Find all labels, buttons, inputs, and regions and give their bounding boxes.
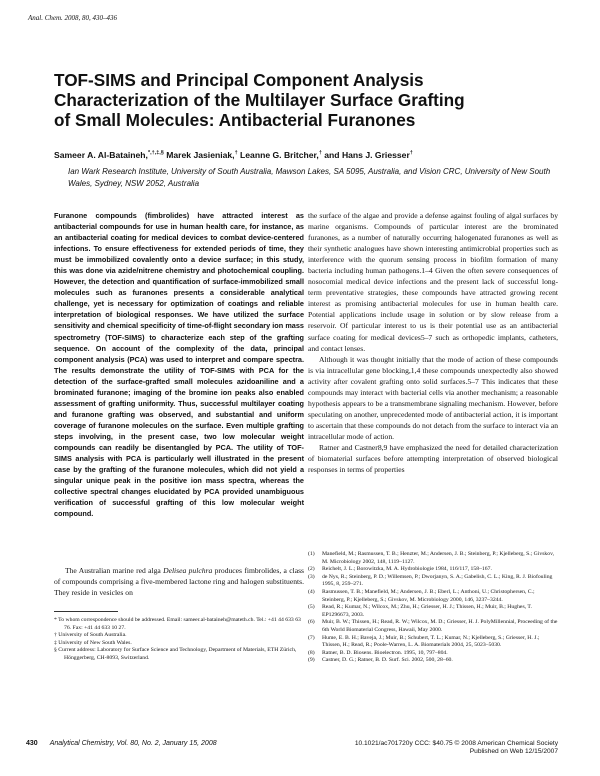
affiliation: Ian Wark Research Institute, University of South Australia, Mawson Lakes, SA 5095, Australia, and Vision CRC, University of New South Wales, Sydney, NSW 2052, Australia	[68, 167, 551, 188]
reference-number: (7)	[308, 634, 315, 641]
author-4: and Hans J. Griesser	[324, 150, 410, 160]
journal-citation: Anal. Chem. 2008, 80, 430–436	[28, 14, 118, 22]
reference-number: (6)	[308, 619, 315, 626]
reference-item	[308, 589, 558, 604]
reference-item	[308, 604, 558, 619]
reference-text: Muir, B. W.; Thissen, H.; Read, R. W.; Wilcox, M. D.; Griesser, H. J. PolyMillennial, Proceeding of the 6th World Biomaterial Congress, Hawaii, May 2000.	[322, 619, 558, 633]
reference-text: Hume, E. B. H.; Baveja, J.; Muir, B.; Schubert, T. L.; Kumar, N.; Kjelleberg, S.; Griesser, H. J.; Thissen, H.; Read, R.; Poole-Warren, L. A. Biomaterials 2004, 25, 5023–5030.	[322, 634, 540, 649]
footnote-rule	[54, 611, 118, 612]
body-paragraph-1: the surface of the algae and provide a defense against fouling of algal surfaces by marine organisms. Compounds of particular interest are the brominated furanones, as a number of naturally occurring halogenated furanones as well as their synthetic analogues have shown interesting antimicrobial properties such as interference with the quorum sensing process in biofilm formation of many bacteria including human pathogens.1–4 Given the often severe consequences of nosocomial medical device infections and the present lack of successful long-term preventative strategies, these compounds have attracted growing recent interest as promising antibacterial molecules for use in human health care. Potential applications include usage in solution or by slow release from a reservoir. Of particular interest to us is their potential use as an antibacterial surface coating for medical devices5–7 such as orthopedic implants, catheters, and contact lenses.	[308, 211, 558, 353]
author-3-marks: †	[318, 150, 322, 157]
author-1-marks: *,†,‡,§	[147, 150, 164, 157]
author-1: Sameer A. Al-Bataineh,	[54, 150, 148, 160]
title-line-3: of Small Molecules: Antibacterial Furanones	[54, 110, 416, 130]
footnotes	[54, 617, 304, 663]
footer-right	[355, 740, 558, 756]
reference-number: (5)	[308, 604, 315, 611]
footnote-correspondence: * To whom correspondence should be addressed. Email: sameer.al-bataineh@mateth.ch. Tel.: +41 44 633 63 76. Fax: +41 44 633 10 27.	[54, 617, 301, 631]
reference-item	[308, 566, 558, 574]
reference-list	[308, 551, 558, 665]
footnote-unisa: † University of South Australia.	[54, 632, 127, 639]
reference-number: (1)	[308, 551, 315, 557]
reference-item	[308, 635, 558, 650]
reference-item	[308, 657, 558, 665]
body-column-right	[308, 210, 558, 475]
reference-number: (4)	[308, 588, 315, 595]
paper-title	[54, 70, 574, 130]
reference-number: (8)	[308, 649, 315, 656]
reference-number: (9)	[308, 657, 315, 664]
body-paragraph-2: Although it was thought initially that the mode of action of these compounds is via intracellular gene blocking,1,4 these compounds unexpectedly also showed activity after covalent grafting onto solid surfaces.5–7 This indicates that these compounds may interact with bacterial cells via another mechanism; a reasonable hypothesis appears to be a transmembrane signaling mechanism. However, before speculating on another, unprecedented mode of antibacterial action, it is important to ascertain that these compounds do not detach from the surface to interact via an intracellular mode of action.	[308, 354, 558, 441]
abstract-column	[54, 210, 304, 519]
author-2: Marek Jasieniak,	[166, 150, 235, 160]
reference-item	[308, 619, 558, 634]
title-line-2: Characterization of the Multilayer Surface Grafting	[54, 90, 465, 110]
intro-paragraph	[54, 565, 304, 598]
intro-post: produces fimbrolides, a class of compounds comprising a five-membered lactone ring and halogen substituents. They reside in vesicles on	[54, 566, 305, 597]
author-3: Leanne G. Britcher,	[240, 150, 319, 160]
reference-item	[308, 574, 558, 589]
abstract: Furanone compounds (fimbrolides) have attracted interest as antibacterial compounds for use in human health care, for instance, as an antibacterial coating for medical devices to combat device-centered infections. To ensure effectiveness for extended periods of time, they must be immobilized covalently onto a device surface; in this study, this was done via azide/nitrene chemistry and photochemical coupling. However, the detection and quantification of surface-immobilized small molecules such as furanones presents a considerable analytical challenge, yet is necessary for optimization of coatings and reliable interpretation of biological responses. We have utilized the surface sensitivity and chemical specificity of time-of-flight secondary ion mass spectrometry (TOF-SIMS) to characterize each step of the grafting sequence. On account of the complexity of the data, principal component analysis (PCA) was used to interpret and compare spectra. The results demonstrate the utility of TOF-SIMS with PCA for the detection of the surface-grafted small molecules azidoaniline and a brominated furanone; imaging of the bromine ion peaks also enabled assessment of grafting uniformity. Thus, successful multilayer coating and furanone grafting was observed, and substantial and uniform coverage of furanone molecules on the surface. Even multiple grafting steps involving, in the present case, two low molecular weight compounds can readily be disentangled by PCA. The utility of TOF-SIMS analysis with PCA is particularly well illustrated in the present case by the grafting of the furanone molecules, which did not yield a singular unique peak in the positive ion mass spectra, whereas the collective spectral changes elucidated by PCA provided unambiguous verification of successful grafting of this low molecular weight compound.	[54, 211, 304, 519]
reference-item	[308, 551, 558, 566]
reference-number: (3)	[308, 573, 315, 580]
footnote-unsw: ‡ University of New South Wales.	[54, 639, 132, 646]
title-line-1: TOF-SIMS and Principal Component Analysis	[54, 70, 424, 90]
doi-copyright: 10.1021/ac701720y CCC: $40.75 © 2008 American Chemical Society	[354, 740, 558, 747]
reference-text: Rasmussen, T. B.; Manefield, M.; Andersen, J. B.; Eberl, L.; Anthoni, U.; Christophersen, C.; Steinberg, P.; Kjelleberg, S.; Givskov, M. Microbiology 2000, 146, 3237–3244.	[322, 588, 535, 603]
reference-text: Read, R.; Kumar, N.; Wilcox, M.; Zhu, H.; Griesser, H. J.; Thissen, H.; Muir, B.; Hughes, T. EP1296673, 2003.	[322, 604, 532, 618]
page-number: 430	[26, 740, 38, 747]
reference-number: (2)	[308, 566, 315, 573]
author-list	[54, 150, 574, 160]
journal-issue: Analytical Chemistry, Vol. 80, No. 2, January 15, 2008	[49, 740, 217, 747]
footer-left	[26, 740, 217, 747]
published-date: Published on Web 12/15/2007	[469, 748, 558, 755]
footnote-current-address: § Current address: Laboratory for Surface Science and Technology, Department of Materials, ETH Zürich, Hönggerberg, CH-8093, Switzerland.	[54, 647, 297, 661]
body-paragraph-3: Ratner and Castner8,9 have emphasized the need for detailed characterization of biomaterial surfaces before attempting interpretation of observed biological responses in terms of properties	[308, 442, 558, 475]
reference-text: de Nys, R.; Steinberg, P. D.; Willemsen, P.; Dworjanyn, S. A.; Gabelish, C. L.; King, R. J. Biofouling 1995, 8, 259–271.	[322, 573, 553, 588]
intro-pre: The Australian marine red alga	[65, 566, 164, 575]
author-4-marks: †	[409, 150, 413, 157]
reference-text: Castner, D. G.; Ratner, B. D. Surf. Sci. 2002, 500, 28–60.	[322, 657, 453, 664]
reference-text: Ratner, B. D. Biosens. Bioelectron. 1995, 10, 797–804.	[322, 649, 448, 656]
author-2-marks: †	[234, 150, 238, 157]
species-name: Delisea pulchra	[163, 566, 213, 575]
reference-text: Reichelt, J. L.; Borowitzka, M. A. Hydrobiologie 1984, 116/117, 158–167.	[322, 566, 492, 573]
reference-text: Manefield, M.; Rasmussen, T. B.; Henzter, M.; Andersen, J. B.; Steinberg, P.; Kjelleberg, S.; Givskov, M. Microbiology 2002, 148, 1119–1127.	[322, 551, 554, 565]
